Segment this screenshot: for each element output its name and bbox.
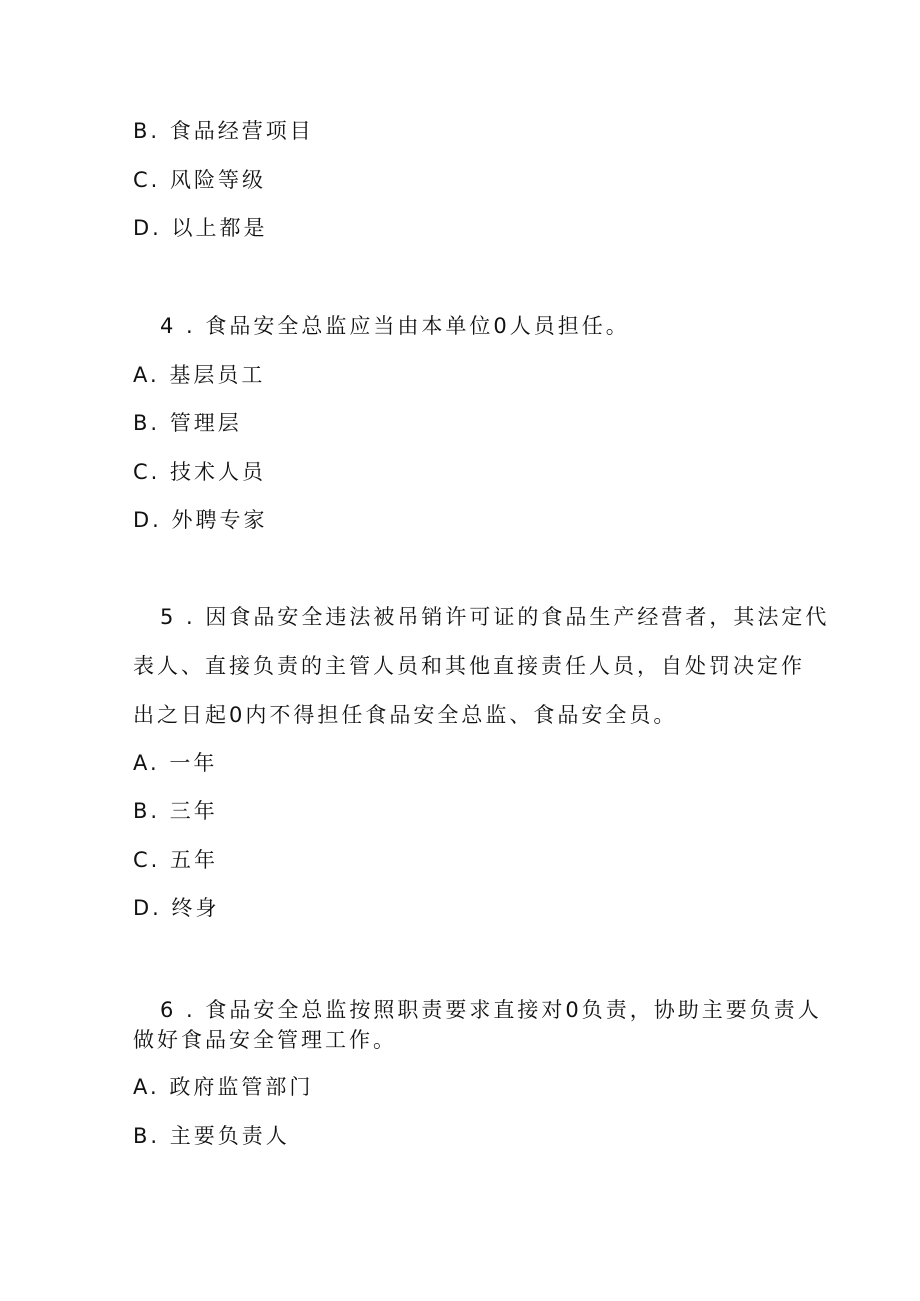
q3-option-d: D. 以上都是 — [133, 216, 268, 240]
q4-option-b: B. 管理层 — [133, 411, 242, 435]
q5-stem-line-3: 出之日起0内不得担任食品安全总监、食品安全员。 — [133, 703, 678, 727]
q6-stem-line-1: 6 . 食品安全总监按照职责要求直接对0负责，协助主要负责人 — [160, 998, 822, 1022]
q4-stem: 4 . 食品安全总监应当由本单位0人员担任。 — [160, 314, 630, 338]
q3-option-b: B. 食品经营项目 — [133, 119, 314, 143]
q6-option-a: A. 政府监管部门 — [133, 1075, 314, 1099]
q5-option-b: B. 三年 — [133, 799, 218, 823]
q5-option-a: A. 一年 — [133, 751, 218, 775]
q6-stem-line-2: 做好食品安全管理工作。 — [133, 1028, 397, 1052]
q4-option-d: D. 外聘专家 — [133, 508, 268, 532]
q5-stem-line-1: 5 . 因食品安全违法被吊销许可证的食品生产经营者，其法定代 — [160, 605, 830, 629]
q3-option-c: C. 风险等级 — [133, 168, 267, 192]
q4-option-a: A. 基层员工 — [133, 363, 266, 387]
q6-option-b: B. 主要负责人 — [133, 1124, 290, 1148]
q4-option-c: C. 技术人员 — [133, 460, 267, 484]
q5-option-c: C. 五年 — [133, 848, 219, 872]
q5-option-d: D. 终身 — [133, 896, 220, 920]
q5-stem-line-2: 表人、直接负责的主管人员和其他直接责任人员，自处罚决定作 — [133, 654, 805, 678]
